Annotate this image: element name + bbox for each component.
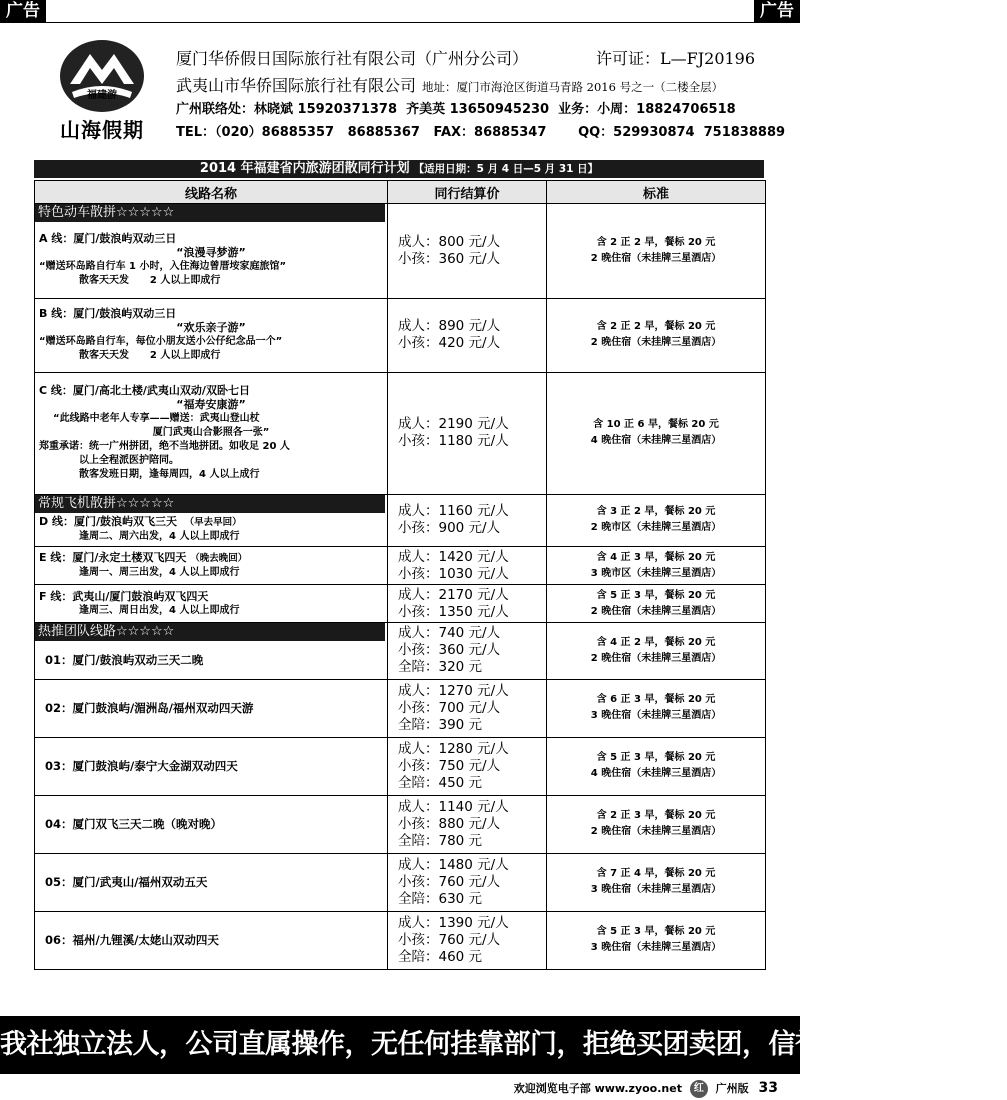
standard-hotel: 3 晚住宿（未挂牌三星酒店） [590,710,722,721]
price-escort: 全陪：460 元 [398,948,483,965]
price-child: 小孩：360 元/人 [398,250,501,267]
price-adult: 成人：1420 元/人 [398,548,509,565]
header-price: 同行结算价 [388,181,547,204]
route-schedule: 逢周三、周日出发，4 人以上即成行 [79,604,240,616]
price-escort: 全陪：390 元 [398,716,483,733]
route-note: （早去早回） [184,516,242,528]
table-subtitle: 【适用日期：5 月 4 日—5 月 31 日】 [413,163,599,175]
route-cell [35,585,388,623]
logo-text: 山海假期 [60,118,144,142]
standard-meals: 含 4 正 3 早，餐标 20 元 [596,551,716,563]
standard-cell [547,679,766,737]
standard-cell [547,585,766,623]
price-escort: 全陪：320 元 [398,659,483,676]
route-gift: “赠送环岛路自行车，每位小朋友送小公仔纪念品一个” [39,336,283,347]
standard-cell [547,298,766,372]
route-schedule: 逢周二、周六出发，4 人以上即成行 [79,530,240,542]
table-row [35,853,766,911]
standard-hotel: 4 晚住宿（未挂牌三星酒店） [590,435,722,446]
standard-cell [547,204,766,299]
page-number: 33 [758,1080,778,1096]
price-child: 小孩：700 元/人 [398,699,501,716]
standard-meals: 含 5 正 3 早，餐标 20 元 [596,589,716,601]
price-cell [388,204,547,299]
ad-tag-left: 广告 [0,0,46,22]
table-row [35,547,766,585]
price-cell [388,795,547,853]
standard-meals: 含 2 正 2 早，餐标 20 元 [596,236,716,248]
table-title: 2014 年福建省内旅游团散同行计划 [199,161,410,176]
table-header-row [35,181,766,204]
standard-meals: 含 6 正 3 早，餐标 20 元 [596,694,716,705]
route-theme: “欢乐亲子游” [176,321,246,334]
standard-cell [547,547,766,585]
standard-cell [547,911,766,969]
route-gift-2: 厦门武夷山合影照各一张” [152,427,270,438]
price-cell [388,737,547,795]
price-child: 小孩：760 元/人 [398,873,501,890]
section-title: 特色动车散拼☆☆☆☆☆ [35,204,385,222]
standard-hotel: 2 晚住宿（未挂牌三星酒店） [590,605,722,617]
route-promise: 郑重承诺：统一广州拼团，绝不当地拼团。如收足 20 人 [39,441,290,452]
price-adult: 成人：2170 元/人 [398,586,509,603]
table-row [35,737,766,795]
section-row [35,494,766,513]
section-title: 常规飞机散拼☆☆☆☆☆ [35,495,385,513]
standard-hotel: 3 晚住宿（未挂牌三星酒店） [590,942,722,953]
route-name: A 线：厦门/鼓浪屿双动三日 [39,231,177,245]
price-adult: 成人：740 元/人 [398,625,501,642]
standard-meals: 含 10 正 6 早，餐标 20 元 [593,419,719,430]
company-name-1: 厦门华侨假日国际旅行社有限公司（广州分公司） [176,49,529,68]
price-adult: 成人：1480 元/人 [398,856,509,873]
standard-hotel: 4 晚住宿（未挂牌三星酒店） [590,768,722,779]
standard-meals: 含 2 正 3 早，餐标 20 元 [596,810,716,821]
price-cell [388,585,547,623]
route-theme: “浪漫寻梦游” [176,245,246,259]
table-row [35,795,766,853]
route-theme: “福寿安康游” [176,398,246,411]
price-adult: 成人：1280 元/人 [398,740,509,757]
table-row [35,585,766,623]
tel-line: TEL：（020）86885357 86885367 FAX：86885347 QQ：529930874 751838889 [176,125,786,140]
standard-meals: 含 5 正 3 早，餐标 20 元 [596,926,716,937]
slogan-banner: 我社独立法人，公司直属操作，无任何挂靠部门，拒绝买团卖团，信誉第一、质量保证 [0,1016,800,1074]
price-cell [388,853,547,911]
route-name: 01：厦门/鼓浪屿双动三天二晚 [35,641,388,679]
header-standard: 标准 [547,181,766,204]
route-cell [35,372,388,494]
company-address: 地址：厦门市海沧区街道马青路 2016 号之一（二楼全层） [422,80,724,94]
route-cell [35,513,388,547]
price-cell [388,911,547,969]
standard-hotel: 2 晚住宿（未挂牌三星酒店） [590,337,722,348]
price-child: 小孩：1350 元/人 [398,603,509,620]
header-route: 线路名称 [35,181,388,204]
company-logo [46,40,158,140]
price-child: 小孩：750 元/人 [398,757,501,774]
price-cell [388,547,547,585]
route-gift: “赠送环岛路自行车 1 小时，入住海边曾厝垵家庭旅馆” [39,260,287,272]
section-row [35,204,766,223]
price-adult: 成人：890 元/人 [398,318,501,334]
company-name-2: 武夷山市华侨国际旅行社有限公司 [176,76,417,95]
page-footer [514,1080,778,1098]
table-row [35,298,766,372]
route-cell [35,298,388,372]
table-row [35,372,766,494]
route-name: 02：厦门鼓浪屿/湄洲岛/福州双动四天游 [35,679,388,737]
standard-cell [547,623,766,680]
route-promise-2: 以上全程派医护陪同。 [79,455,179,466]
company-name-2-line [176,73,723,96]
standard-hotel: 3 晚住宿（未挂牌三星酒店） [590,884,722,895]
standard-meals: 含 7 正 4 早，餐标 20 元 [596,868,716,879]
table-row [35,911,766,969]
price-child: 小孩：1030 元/人 [398,565,509,582]
route-name: C 线：厦门/高北土楼/武夷山双动/双卧七日 [39,384,250,397]
price-adult: 成人：800 元/人 [398,233,501,250]
logo-inner-text: 福建游 [87,90,117,101]
price-adult: 成人：1390 元/人 [398,914,509,931]
standard-hotel: 2 晚市区（未挂牌三星酒店） [590,522,722,534]
price-adult: 成人：2190 元/人 [398,416,509,432]
route-cell [35,547,388,585]
price-cell [388,298,547,372]
logo-mountain-icon [60,40,144,112]
price-cell [388,372,547,494]
standard-cell [547,494,766,547]
standard-cell [547,795,766,853]
route-name: F 线：武夷山/厦门鼓浪屿双飞四天 [39,589,209,603]
price-adult: 成人：1270 元/人 [398,682,509,699]
contact-line: 广州联络处：林晓斌 15920371378 齐美英 13650945230 业务：小周：18824706518 [176,102,736,117]
price-child: 小孩：1180 元/人 [398,433,509,449]
section-title: 热推团队线路☆☆☆☆☆ [35,623,385,641]
badge-icon: 红 [690,1080,708,1098]
price-child: 小孩：420 元/人 [398,335,501,351]
standard-cell [547,853,766,911]
price-cell [388,679,547,737]
standard-cell [547,737,766,795]
price-child: 小孩：900 元/人 [398,520,501,537]
price-adult: 成人：1160 元/人 [398,503,509,520]
standard-meals: 含 4 正 2 早，餐标 20 元 [596,636,716,648]
route-schedule: 逢周一、周三出发，4 人以上即成行 [79,567,240,578]
route-gift: “此线路中老年人专享——赠送：武夷山登山杖 [53,413,260,424]
company-name-1-line [176,46,756,69]
standard-meals: 含 5 正 3 早，餐标 20 元 [596,752,716,763]
standard-hotel: 2 晚住宿（未挂牌三星酒店） [590,652,722,664]
route-table [34,180,766,970]
route-name: D 线：厦门/鼓浪屿双飞三天 [39,514,177,528]
ad-tag-right: 广告 [754,0,800,22]
section-row [35,623,766,642]
price-cell [388,623,547,680]
price-adult: 成人：1140 元/人 [398,798,509,815]
route-note: （晚去晚回） [190,553,248,564]
standard-hotel: 2 晚住宿（未挂牌三星酒店） [590,826,722,837]
license-number: 许可证：L—FJ20196 [596,49,756,68]
route-schedule: 散客天天发 2 人以上即成行 [79,274,221,286]
price-child: 小孩：880 元/人 [398,815,501,832]
route-schedule: 散客发班日期，逢每周四，4 人以上成行 [79,469,260,480]
standard-meals: 含 3 正 2 早，餐标 20 元 [596,506,716,518]
table-row [35,679,766,737]
route-name: 03：厦门鼓浪屿/泰宁大金湖双动四天 [35,737,388,795]
price-cell [388,494,547,547]
table-title-bar [34,160,764,178]
price-child: 小孩：360 元/人 [398,642,501,659]
standard-hotel: 3 晚市区（未挂牌三星酒店） [590,567,722,579]
price-escort: 全陪：630 元 [398,890,483,907]
route-name: 04：厦门双飞三天二晚（晚对晚） [35,795,388,853]
footer-text: 欢迎浏览电子部 www.zyoo.net [513,1082,682,1095]
route-name: E 线：厦门/永定土楼双飞四天 [39,551,187,564]
price-escort: 全陪：450 元 [398,774,483,791]
route-schedule: 散客天天发 2 人以上即成行 [79,350,221,361]
price-escort: 全陪：780 元 [398,832,483,849]
top-divider [0,22,800,23]
route-name: 06：福州/九锂溪/太姥山双动四天 [35,911,388,969]
footer-edition: 广州版 [715,1082,749,1095]
price-child: 小孩：760 元/人 [398,931,501,948]
standard-meals: 含 2 正 2 早，餐标 20 元 [596,321,716,332]
standard-cell [547,372,766,494]
route-name: 05：厦门/武夷山/福州双动五天 [35,853,388,911]
route-name: B 线：厦门/鼓浪屿双动三日 [39,307,177,320]
route-cell [35,222,388,298]
standard-hotel: 2 晚住宿（未挂牌三星酒店） [590,252,722,264]
